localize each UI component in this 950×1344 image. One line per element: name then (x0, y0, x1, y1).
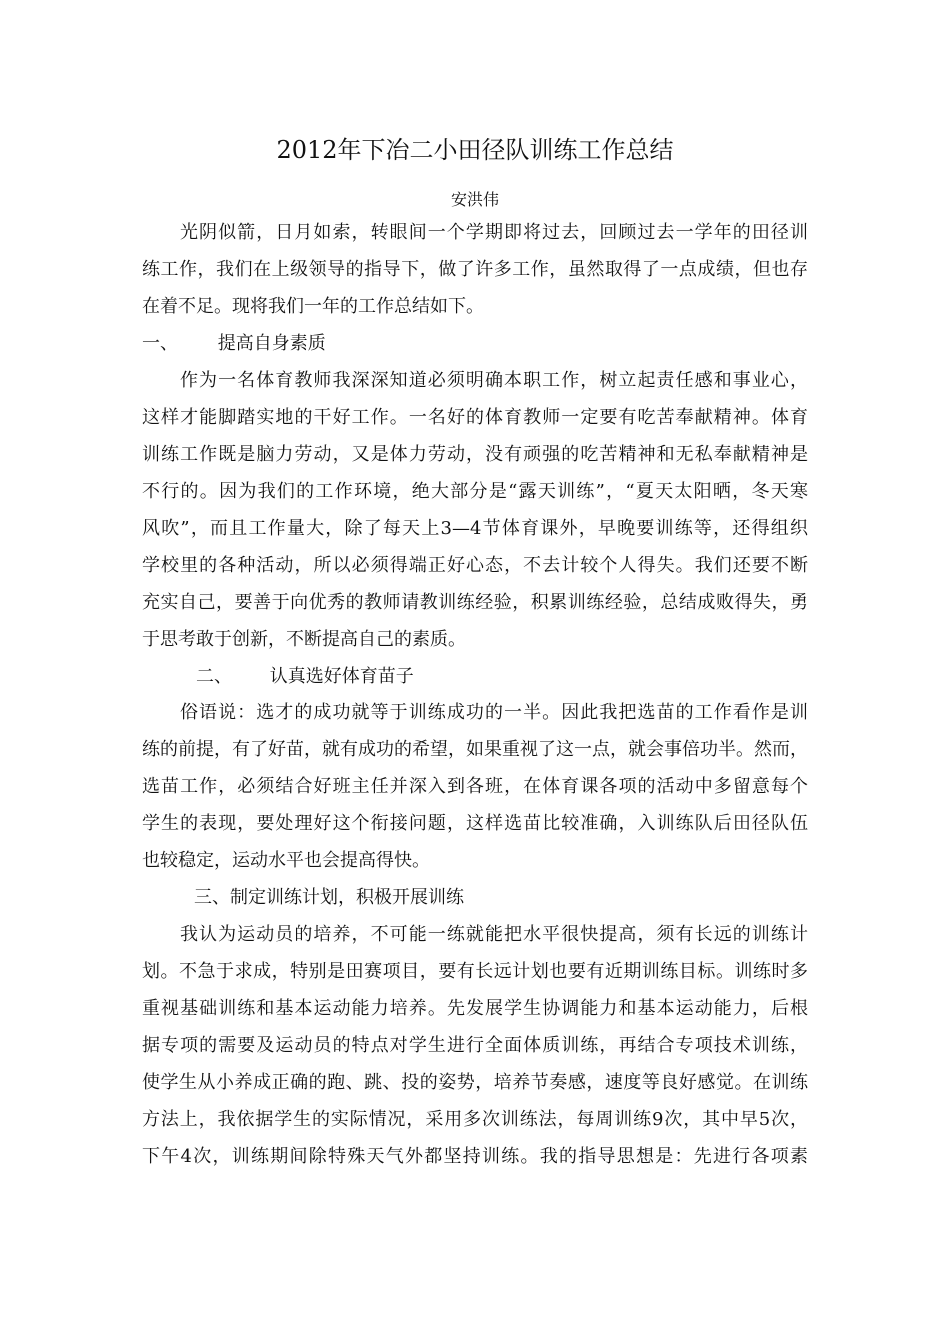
body-line: 学校里的各种活动，所以必须得端正好心态，不去计较个人得失。我们还要不断 (142, 555, 808, 576)
body-line: 使学生从小养成正确的跑、跳、投的姿势，培养节奏感，速度等良好感觉。在训练 (142, 1072, 808, 1093)
body-line: 练的前提，有了好苗，就有成功的希望，如果重视了这一点，就会事倍功半。然而， (142, 739, 808, 760)
body-line: 不行的。因为我们的工作环境，绝大部分是“露天训练”，“夏天太阳晒，冬天寒 (142, 481, 808, 502)
body-line: 学生的表现，要处理好这个衔接问题，这样选苗比较准确，入训练队后田径队伍 (142, 813, 808, 834)
section-title: 三、制定训练计划，积极开展训练 (194, 887, 464, 908)
section-heading-3 (194, 885, 464, 911)
body-line: 在着不足。现将我们一年的工作总结如下。 (142, 296, 484, 317)
body-line: 于思考敢于创新，不断提高自己的素质。 (142, 629, 466, 650)
section-number: 二、 (196, 666, 232, 687)
section-heading-2 (196, 664, 414, 690)
body-line: 充实自己，要善于向优秀的教师请教训练经验，积累训练经验，总结成败得失，勇 (142, 592, 808, 613)
body-line: 划。不急于求成，特别是田赛项目，要有长远计划也要有近期训练目标。训练时多 (142, 961, 808, 982)
body-line: 练工作，我们在上级领导的指导下，做了许多工作，虽然取得了一点成绩，但也存 (142, 259, 808, 280)
section-title: 认真选好体育苗子 (269, 666, 414, 687)
body-line: 训练工作既是脑力劳动，又是体力劳动，没有顽强的吃苦精神和无私奉献精神是 (142, 444, 808, 465)
body-line: 方法上，我依据学生的实际情况，采用多次训练法，每周训练9次，其中早5次， (142, 1109, 808, 1130)
body-line: 俗语说：选才的成功就等于训练成功的一半。因此我把选苗的工作看作是训 (180, 702, 808, 723)
section-title: 提高自身素质 (217, 333, 326, 354)
body-line: 光阴似箭，日月如索，转眼间一个学期即将过去，回顾过去一学年的田径训 (180, 222, 808, 243)
body-line: 也较稳定，运动水平也会提高得快。 (142, 850, 430, 871)
section-heading-1 (142, 331, 326, 357)
section-number: 一、 (142, 333, 178, 354)
body-line: 据专项的需要及运动员的特点对学生进行全面体质训练，再结合专项技术训练， (142, 1035, 808, 1056)
document-title: 2012年下冶二小田径队训练工作总结 (276, 136, 674, 164)
body-line: 这样才能脚踏实地的干好工作。一名好的体育教师一定要有吃苦奉献精神。体育 (142, 407, 808, 428)
body-line: 我认为运动员的培养，不可能一练就能把水平很快提高，须有长远的训练计 (180, 924, 808, 945)
body-line: 作为一名体育教师我深深知道必须明确本职工作，树立起责任感和事业心， (180, 370, 808, 391)
body-line: 下午4次，训练期间除特殊天气外都坚持训练。我的指导思想是：先进行各项素 (142, 1146, 808, 1167)
body-line: 风吹”，而且工作量大，除了每天上3—4节体育课外，早晚要训练等，还得组织 (142, 518, 808, 539)
document-author: 安洪伟 (450, 190, 499, 209)
body-line: 重视基础训练和基本运动能力培养。先发展学生协调能力和基本运动能力，后根 (142, 998, 808, 1019)
body-line: 选苗工作，必须结合好班主任并深入到各班，在体育课各项的活动中多留意每个 (142, 776, 808, 797)
